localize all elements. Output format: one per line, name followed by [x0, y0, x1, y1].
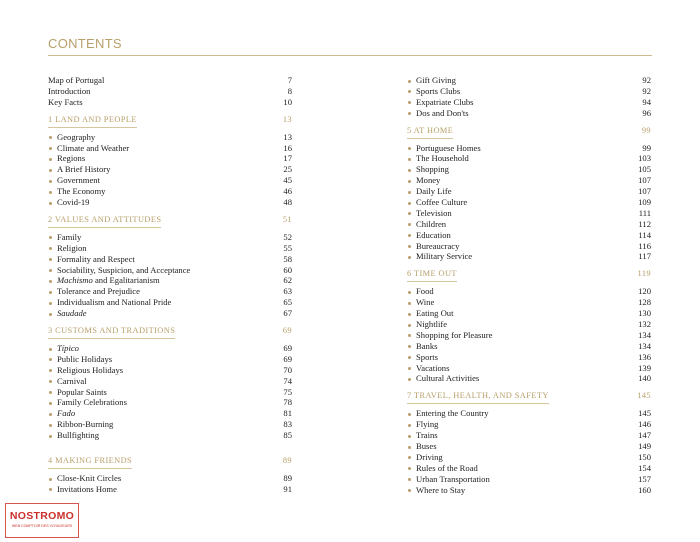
- toc-entry: [48, 297, 292, 308]
- bullet-icon: [49, 313, 52, 316]
- page-number: 69: [282, 326, 292, 336]
- entry-title: Nightlife: [416, 319, 448, 330]
- bullet-icon: [49, 136, 52, 139]
- toc-entry: [407, 164, 651, 175]
- entry-title: Banks: [416, 340, 438, 351]
- entry-title: Military Service: [416, 251, 473, 262]
- toc-entry: [48, 343, 292, 354]
- page-title: CONTENTS: [48, 36, 122, 51]
- toc-entry: [407, 452, 651, 463]
- entry-title: Introduction: [48, 85, 91, 96]
- page-number: 89: [282, 456, 292, 466]
- toc-section-heading: [48, 455, 292, 467]
- page-number: 105: [638, 164, 651, 175]
- page-number: 99: [641, 125, 651, 135]
- page-number: 103: [638, 153, 651, 164]
- section-title: 5 AT HOME: [407, 125, 453, 139]
- entry-title: Sociability, Suspicion, and Acceptance: [57, 264, 191, 275]
- bullet-icon: [408, 324, 411, 327]
- toc-entry: [48, 75, 292, 86]
- entry-title: Machismo and Egalitarianism: [57, 275, 160, 286]
- bullet-icon: [49, 180, 52, 183]
- entry-title: Food: [416, 286, 434, 297]
- toc-entry: [407, 373, 651, 384]
- page-number: 78: [283, 397, 292, 408]
- toc-entry: [48, 473, 292, 484]
- toc-entry: [407, 441, 651, 452]
- bullet-icon: [49, 358, 52, 361]
- toc-entry: [48, 308, 292, 319]
- page-number: 132: [638, 319, 651, 330]
- toc-entry: [48, 197, 292, 208]
- toc-entry: [407, 408, 651, 419]
- toc-entry: [48, 175, 292, 186]
- bullet-icon: [408, 478, 411, 481]
- toc-entry: [407, 330, 651, 341]
- page-number: 117: [638, 251, 651, 262]
- page-number: 67: [283, 308, 292, 319]
- bullet-icon: [408, 80, 411, 83]
- page-number: 139: [638, 362, 651, 373]
- entry-title: Map of Portugal: [48, 75, 105, 85]
- entry-title: Bullfighting: [57, 430, 100, 441]
- watermark-tagline: WEB COMPTOIR DES VOYAGEURS: [11, 524, 73, 528]
- page-number: 17: [283, 153, 292, 164]
- toc-entry: [48, 254, 292, 265]
- toc-entry: [48, 97, 292, 108]
- toc-entry: [407, 186, 651, 197]
- entry-title: Regions: [57, 153, 86, 164]
- page-number: 112: [638, 218, 651, 229]
- page-number: 7: [287, 75, 292, 85]
- page-number: 119: [637, 269, 651, 279]
- bullet-icon: [49, 158, 52, 161]
- entry-title: Portuguese Homes: [416, 142, 481, 153]
- toc-entry: [407, 286, 651, 297]
- entry-title: Family Celebrations: [57, 397, 127, 408]
- toc-entry: [48, 408, 292, 419]
- toc-entry: [48, 354, 292, 365]
- entry-title: Flying: [416, 419, 439, 430]
- entry-title: The Economy: [57, 186, 106, 197]
- toc-entry: [48, 365, 292, 376]
- page-number: 81: [283, 408, 292, 419]
- toc-entry: [48, 387, 292, 398]
- bullet-icon: [408, 367, 411, 370]
- page-number: 75: [283, 386, 292, 397]
- section-title: 4 MAKING FRIENDS: [48, 455, 132, 469]
- entry-title: Trains: [416, 430, 438, 441]
- toc-entry: [48, 243, 292, 254]
- toc-entry: [407, 251, 651, 262]
- toc-entry: [407, 463, 651, 474]
- toc-entry: [48, 132, 292, 143]
- bullet-icon: [408, 169, 411, 172]
- page-number: 69: [283, 343, 292, 354]
- entry-title: Key Facts: [48, 96, 83, 107]
- page-number: 13: [283, 131, 292, 142]
- page-number: 128: [638, 297, 651, 308]
- bullet-icon: [49, 258, 52, 261]
- toc-entry: [48, 164, 292, 175]
- toc-entry: [48, 419, 292, 430]
- toc-section-heading: [407, 125, 651, 137]
- page-number: 130: [638, 308, 651, 319]
- page-number: 96: [642, 107, 651, 118]
- bullet-icon: [408, 245, 411, 248]
- page-number: 58: [283, 253, 292, 264]
- page-number: 52: [283, 231, 292, 242]
- page-number: 51: [282, 214, 292, 224]
- page-number: 154: [638, 462, 651, 473]
- bullet-icon: [408, 334, 411, 337]
- entry-title: Entering the Country: [416, 408, 489, 419]
- bullet-icon: [49, 369, 52, 372]
- page-number: 160: [638, 484, 651, 495]
- entry-title: Sports: [416, 351, 438, 362]
- page-number: 120: [638, 286, 651, 297]
- toc-entry: [407, 308, 651, 319]
- toc-entry: [407, 297, 651, 308]
- bullet-icon: [408, 435, 411, 438]
- watermark-name: NOSTROMO: [9, 510, 75, 522]
- entry-title: Children: [416, 218, 447, 229]
- entry-title: Where to Stay: [416, 484, 466, 495]
- toc-entry: [407, 241, 651, 252]
- page-number: 70: [283, 364, 292, 375]
- toc-left-column: [48, 75, 292, 495]
- bullet-icon: [49, 380, 52, 383]
- toc-entry: [407, 474, 651, 485]
- bullet-icon: [49, 424, 52, 427]
- bullet-icon: [408, 234, 411, 237]
- section-title: 6 TIME OUT: [407, 268, 457, 282]
- page-number: 10: [283, 96, 292, 107]
- entry-title: Vacations: [416, 362, 450, 373]
- page-number: 107: [638, 186, 651, 197]
- page-number: 140: [638, 373, 651, 384]
- bullet-icon: [408, 212, 411, 215]
- entry-title: Eating Out: [416, 308, 454, 319]
- page-number: 69: [283, 353, 292, 364]
- page-number: 60: [283, 264, 292, 275]
- toc-section-heading: [407, 268, 651, 280]
- bullet-icon: [408, 256, 411, 259]
- entry-title: Tolerance and Prejudice: [57, 286, 140, 297]
- toc-entry: [407, 341, 651, 352]
- bullet-icon: [49, 191, 52, 194]
- toc-section-heading: [48, 214, 292, 226]
- toc-section-heading: [48, 114, 292, 126]
- toc-section-heading: [48, 325, 292, 337]
- page-number: 150: [638, 451, 651, 462]
- page-number: 48: [283, 197, 292, 208]
- entry-title: Government: [57, 175, 100, 186]
- entry-title: Coffee Culture: [416, 197, 468, 208]
- bullet-icon: [408, 456, 411, 459]
- toc-entry: [48, 397, 292, 408]
- entry-title: Bureaucracy: [416, 240, 460, 251]
- entry-title: Driving: [416, 451, 443, 462]
- bullet-icon: [408, 356, 411, 359]
- page-number: 89: [283, 473, 292, 484]
- bullet-icon: [408, 90, 411, 93]
- page-number: 83: [283, 419, 292, 430]
- entry-title: Buses: [416, 441, 437, 452]
- toc-entry: [48, 265, 292, 276]
- bullet-icon: [49, 202, 52, 205]
- bullet-icon: [49, 291, 52, 294]
- page-number: 136: [638, 351, 651, 362]
- page-number: 46: [283, 186, 292, 197]
- page-number: 91: [283, 483, 292, 494]
- toc-entry: [48, 86, 292, 97]
- entry-title: Religion: [57, 242, 87, 253]
- entry-title: Public Holidays: [57, 353, 113, 364]
- toc-entry: [48, 376, 292, 387]
- bullet-icon: [408, 489, 411, 492]
- toc-entry: [407, 75, 651, 86]
- bullet-icon: [408, 291, 411, 294]
- toc-entry: [48, 232, 292, 243]
- entry-title: Expatriate Clubs: [416, 96, 474, 107]
- entry-title: Gift Giving: [416, 75, 456, 85]
- page-number: 157: [638, 473, 651, 484]
- entry-title: Geography: [57, 131, 96, 142]
- bullet-icon: [408, 446, 411, 449]
- entry-title: Money: [416, 175, 441, 186]
- page-number: 55: [283, 242, 292, 253]
- bullet-icon: [408, 180, 411, 183]
- bullet-icon: [408, 112, 411, 115]
- toc-entry: [48, 186, 292, 197]
- bullet-icon: [49, 269, 52, 272]
- toc-entry: [407, 208, 651, 219]
- toc-entry: [407, 230, 651, 241]
- toc-entry: [407, 175, 651, 186]
- page-number: 8: [287, 85, 292, 96]
- page-number: 107: [638, 175, 651, 186]
- bullet-icon: [49, 402, 52, 405]
- toc-entry: [48, 430, 292, 441]
- toc-entry: [407, 419, 651, 430]
- entry-title: Television: [416, 207, 452, 218]
- entry-title: Daily Life: [416, 186, 452, 197]
- entry-title: Saudade: [57, 308, 87, 319]
- entry-title: Formality and Respect: [57, 253, 135, 264]
- toc-entry: [407, 86, 651, 97]
- entry-title: Covid-19: [57, 197, 90, 208]
- toc-entry: [407, 143, 651, 154]
- page-number: 134: [638, 329, 651, 340]
- entry-title: Wine: [416, 297, 435, 308]
- bullet-icon: [408, 424, 411, 427]
- entry-title: Carnival: [57, 375, 87, 386]
- bullet-icon: [49, 413, 52, 416]
- page-number: 111: [638, 207, 651, 218]
- entry-title: Típico: [57, 343, 79, 354]
- section-title: 7 TRAVEL, HEALTH, AND SAFETY: [407, 390, 549, 404]
- bullet-icon: [408, 202, 411, 205]
- toc-entry: [407, 97, 651, 108]
- page-number: 13: [282, 114, 292, 124]
- entry-title: Ribbon-Burning: [57, 419, 114, 430]
- bullet-icon: [408, 191, 411, 194]
- page-number: 25: [283, 164, 292, 175]
- page-number: 149: [638, 441, 651, 452]
- entry-title: Fado: [57, 408, 76, 419]
- bullet-icon: [49, 435, 52, 438]
- toc-section-heading: [407, 390, 651, 402]
- page-number: 146: [638, 419, 651, 430]
- bullet-icon: [408, 223, 411, 226]
- bullet-icon: [408, 345, 411, 348]
- bullet-icon: [49, 302, 52, 305]
- page-number: 16: [283, 142, 292, 153]
- page-number: 45: [283, 175, 292, 186]
- toc-entry: [48, 484, 292, 495]
- entry-title: Shopping for Pleasure: [416, 329, 493, 340]
- bullet-icon: [408, 101, 411, 104]
- entry-title: Shopping: [416, 164, 449, 175]
- entry-title: Climate and Weather: [57, 142, 130, 153]
- toc-entry: [407, 363, 651, 374]
- bullet-icon: [49, 247, 52, 250]
- bullet-icon: [49, 488, 52, 491]
- page-number: 74: [283, 375, 292, 386]
- entry-title: Invitations Home: [57, 483, 117, 494]
- page-number: 145: [638, 408, 651, 419]
- title-rule: [48, 55, 652, 56]
- toc-entry: [48, 286, 292, 297]
- toc-entry: [407, 485, 651, 496]
- page-number: 92: [642, 85, 651, 96]
- entry-title: Dos and Don'ts: [416, 107, 469, 118]
- entry-title: Cultural Activities: [416, 373, 480, 384]
- bullet-icon: [49, 478, 52, 481]
- toc-entry: [407, 108, 651, 119]
- bullet-icon: [49, 147, 52, 150]
- page-number: 94: [642, 96, 651, 107]
- bullet-icon: [49, 280, 52, 283]
- toc-entry: [407, 352, 651, 363]
- page-number: 65: [283, 297, 292, 308]
- section-title: 2 VALUES AND ATTITUDES: [48, 214, 161, 228]
- bullet-icon: [408, 413, 411, 416]
- bullet-icon: [49, 236, 52, 239]
- bullet-icon: [49, 348, 52, 351]
- toc-entry: [407, 197, 651, 208]
- entry-title: A Brief History: [57, 164, 111, 175]
- entry-title: Religious Holidays: [57, 364, 124, 375]
- page-number: 116: [638, 240, 651, 251]
- toc-right-column: [407, 75, 651, 496]
- entry-title: Urban Transportation: [416, 473, 490, 484]
- bullet-icon: [408, 302, 411, 305]
- entry-title: Family: [57, 231, 82, 242]
- entry-title: Close-Knit Circles: [57, 473, 122, 484]
- page-number: 134: [638, 340, 651, 351]
- page-number: 62: [283, 275, 292, 286]
- nostromo-watermark-logo: [5, 503, 79, 538]
- page-number: 92: [642, 75, 651, 85]
- toc-entry: [407, 430, 651, 441]
- bullet-icon: [408, 147, 411, 150]
- bullet-icon: [49, 169, 52, 172]
- page-number: 145: [637, 391, 651, 401]
- section-title: 3 CUSTOMS AND TRADITIONS: [48, 325, 175, 339]
- section-spacer: [48, 441, 292, 449]
- page-number: 63: [283, 286, 292, 297]
- entry-title: Education: [416, 229, 451, 240]
- page-number: 109: [638, 197, 651, 208]
- page-number: 85: [283, 430, 292, 441]
- bullet-icon: [408, 378, 411, 381]
- bullet-icon: [408, 467, 411, 470]
- entry-title: Sports Clubs: [416, 85, 461, 96]
- page-number: 147: [638, 430, 651, 441]
- toc-entry: [407, 319, 651, 330]
- bullet-icon: [49, 391, 52, 394]
- entry-title: Popular Saints: [57, 386, 107, 397]
- bullet-icon: [408, 158, 411, 161]
- toc-entry: [407, 153, 651, 164]
- toc-entry: [48, 275, 292, 286]
- page-number: 114: [638, 229, 651, 240]
- section-title: 1 LAND AND PEOPLE: [48, 114, 137, 128]
- entry-title: Rules of the Road: [416, 462, 478, 473]
- entry-title: Individualism and National Pride: [57, 297, 172, 308]
- toc-entry: [48, 153, 292, 164]
- toc-entry: [407, 219, 651, 230]
- bullet-icon: [408, 313, 411, 316]
- toc-entry: [48, 143, 292, 154]
- entry-title: The Household: [416, 153, 469, 164]
- page-number: 99: [642, 142, 651, 153]
